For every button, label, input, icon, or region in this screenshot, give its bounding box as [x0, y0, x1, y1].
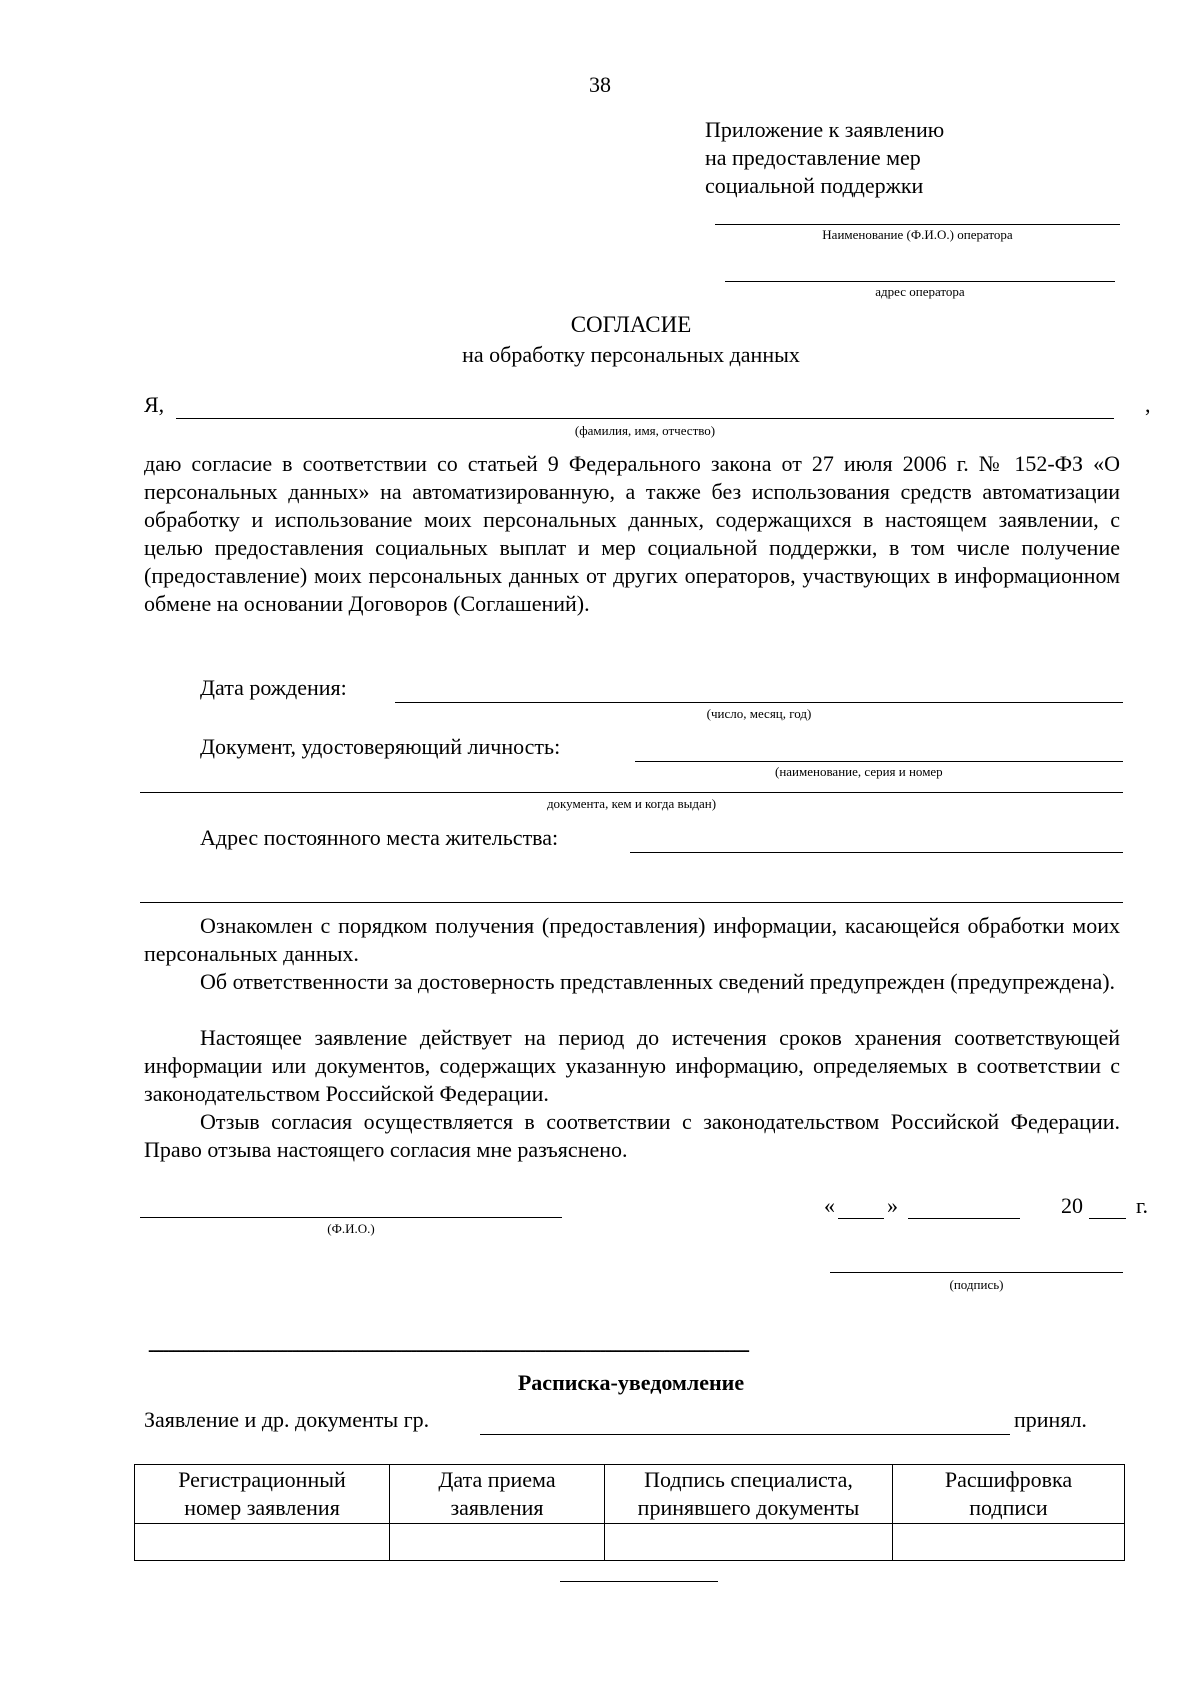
document-title: СОГЛАСИЕ: [570, 312, 692, 337]
date-year-prefix: 20: [1061, 1193, 1083, 1218]
receipt-title: Расписка-уведомление: [517, 1370, 745, 1395]
signer-fio-input[interactable]: [140, 1191, 562, 1218]
column-header-receipt-date: Дата приема заявления: [390, 1465, 605, 1524]
date-quote-open: «: [824, 1193, 835, 1218]
residence-address-input[interactable]: [630, 826, 1123, 853]
signature-input[interactable]: [830, 1246, 1123, 1273]
appendix-note: [705, 116, 944, 200]
appendix-line-1: Приложение к заявлению: [705, 117, 945, 142]
document-subtitle: на обработку персональных данных: [462, 342, 800, 367]
receipt-table: [134, 1464, 1125, 1561]
residence-address-label: Адрес постоянного места жительства:: [200, 825, 559, 850]
declarant-prefix: Я,: [144, 392, 165, 417]
birth-date-label: Дата рождения:: [200, 675, 347, 700]
table-cell[interactable]: [390, 1524, 605, 1561]
id-document-caption-2: документа, кем и когда выдан): [546, 796, 717, 811]
validity-paragraph: Настоящее заявление действует на период до истечения сроков хранения соответствующей информации или документов, содержащих указанную информацию, определяемых в соответствии с законодательством Российской Федерации.: [144, 1025, 1120, 1106]
receipt-applicant-input[interactable]: [480, 1408, 1010, 1435]
column-header-specialist-signature: Подпись специалиста, принявшего документы: [605, 1465, 893, 1524]
column-header-registration-number: Регистрационный номер заявления: [135, 1465, 390, 1524]
consent-paragraph: даю согласие в соответствии со статьей 9 Федерального закона от 27 июля 2006 г. № 152-ФЗ «О персональных данных» на автоматизированную, а также без использования средств автоматизации обработку и использование моих персональных данных, содержащихся в настоящем заявлении, с целью предоставления социальных выплат и мер социальной поддержки, в том числе получение (предоставление) моих персональных данных от других операторов, участвующих в информационном обмене на основании Договоров (Соглашений).: [144, 451, 1120, 616]
residence-address-input-2[interactable]: [140, 876, 1123, 903]
id-document-input[interactable]: [635, 735, 1123, 762]
page-number: 38: [589, 72, 611, 97]
acknowledgement-paragraph: Ознакомлен с порядком получения (предоставления) информации, касающейся обработки моих персональных данных.: [144, 913, 1120, 966]
date-month-input[interactable]: [908, 1192, 1020, 1219]
table-cell[interactable]: [893, 1524, 1125, 1561]
declarant-name-input[interactable]: [176, 392, 1114, 419]
declarant-caption: (фамилия, имя, отчество): [574, 423, 716, 438]
operator-name-caption: Наименование (Ф.И.О.) оператора: [822, 227, 1013, 242]
operator-name-input[interactable]: [715, 198, 1120, 225]
receipt-table-header: [135, 1465, 1125, 1524]
id-document-caption-1: (наименование, серия и номер: [775, 764, 943, 779]
column-header-signature-decoding: Расшифровка подписи: [893, 1465, 1125, 1524]
table-cell[interactable]: [605, 1524, 893, 1561]
birth-date-caption: (число, месяц, год): [706, 706, 812, 721]
revocation-paragraph: Отзыв согласия осуществляется в соответствии с законодательством Российской Федерации. Право отзыва настоящего согласия мне разъяснено.: [144, 1109, 1120, 1162]
receipt-line-suffix: принял.: [1014, 1407, 1087, 1432]
date-quote-close: »: [887, 1193, 898, 1218]
operator-address-caption: адрес оператора: [875, 284, 965, 299]
table-cell[interactable]: [135, 1524, 390, 1561]
appendix-line-3: социальной поддержки: [705, 173, 924, 198]
date-year-input[interactable]: [1089, 1192, 1126, 1219]
operator-address-input[interactable]: [725, 255, 1115, 282]
receipt-line-prefix: Заявление и др. документы гр.: [144, 1407, 430, 1432]
date-year-suffix: г.: [1136, 1193, 1149, 1218]
declarant-suffix: ,: [1145, 392, 1151, 417]
table-row: [135, 1524, 1125, 1561]
signer-fio-caption: (Ф.И.О.): [327, 1221, 375, 1236]
date-day-input[interactable]: [838, 1192, 884, 1219]
responsibility-paragraph: Об ответственности за достоверность представленных сведений предупрежден (предупреждена).: [200, 969, 1116, 994]
birth-date-input[interactable]: [395, 676, 1123, 703]
cut-line-separator: -------------------------------------------------------------------------------------------------------------------------: [148, 1339, 749, 1361]
id-document-label: Документ, удостоверяющий личность:: [200, 734, 561, 759]
appendix-line-2: на предоставление мер: [705, 145, 921, 170]
signature-caption: (подпись): [949, 1277, 1004, 1292]
id-document-input-2[interactable]: [140, 766, 1123, 793]
footer-rule: [560, 1581, 718, 1582]
